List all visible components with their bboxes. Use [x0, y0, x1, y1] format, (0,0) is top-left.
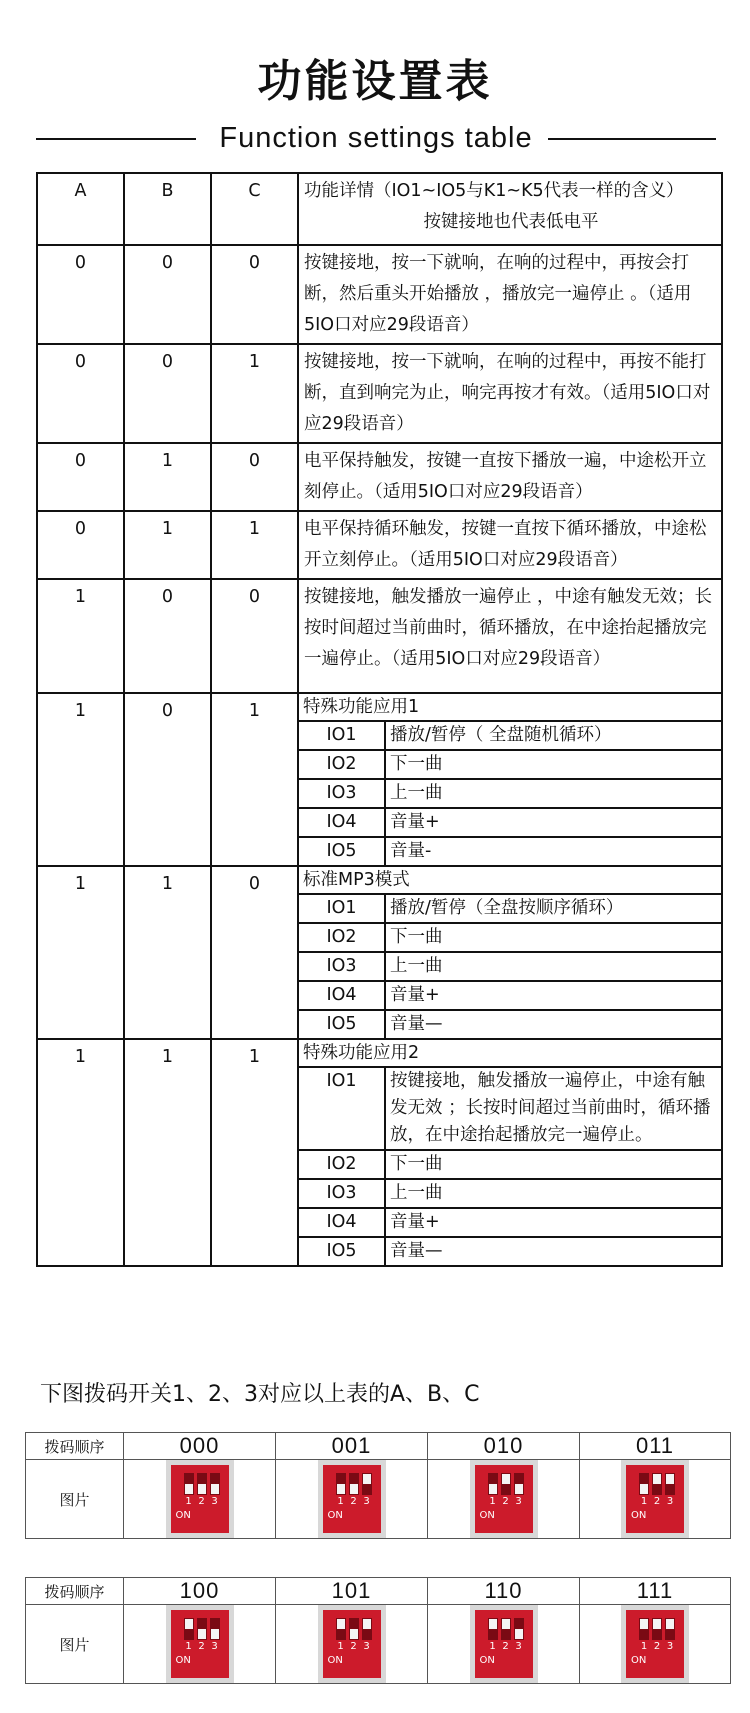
dip-image-row [26, 1460, 731, 1539]
dip-switch-slot [184, 1618, 194, 1640]
dip-switch-knob [363, 1474, 371, 1484]
io-key: IO3 [298, 952, 385, 981]
cell-c: 0 [211, 443, 298, 511]
dip-switch-knob [515, 1629, 523, 1639]
dip-switch-knob [666, 1619, 674, 1629]
dip-switch-knob [653, 1474, 661, 1484]
dip-switch-number: 1 [337, 1496, 344, 1507]
dip-switch-number: 3 [363, 1641, 370, 1652]
dip-switch-body [475, 1610, 533, 1678]
dip-code: 100 [124, 1578, 276, 1605]
dip-code: 011 [580, 1433, 731, 1460]
dip-switch-knob [502, 1619, 510, 1629]
table-row [37, 866, 722, 894]
dip-switch-slot [197, 1473, 207, 1495]
dip-switch-on-label: ON [175, 1655, 191, 1666]
dip-switch-slot [652, 1473, 662, 1495]
cell-c: 0 [211, 245, 298, 344]
dip-table-1 [25, 1432, 731, 1539]
dip-switch-knob [211, 1484, 219, 1494]
dip-switch-slot [488, 1473, 498, 1495]
dip-switch-slot [501, 1618, 511, 1640]
dip-switch-cell [428, 1460, 580, 1539]
divider-right [548, 138, 716, 140]
page-subtitle: Function settings table [219, 122, 533, 154]
dip-code: 110 [428, 1578, 580, 1605]
dip-switch-slot [210, 1618, 220, 1640]
table-header-row [37, 173, 722, 245]
dip-switch-on-label: ON [327, 1510, 343, 1521]
io-key: IO4 [298, 1208, 385, 1237]
cell-b: 0 [124, 579, 211, 693]
dip-order-row [26, 1433, 731, 1460]
table-row [37, 1039, 722, 1067]
dip-switch-on-label: ON [479, 1655, 495, 1666]
table-row [37, 344, 722, 443]
dip-switch-slot [488, 1618, 498, 1640]
dip-switch-number: 1 [489, 1641, 496, 1652]
io-value: 音量— [385, 1237, 722, 1266]
subtitle-row [36, 118, 716, 158]
dip-switch-on-label: ON [327, 1655, 343, 1666]
cell-a: 0 [37, 245, 124, 344]
dip-switch-body [171, 1465, 229, 1533]
io-key: IO2 [298, 1150, 385, 1179]
dip-switch-number: 1 [185, 1641, 192, 1652]
io-key: IO2 [298, 750, 385, 779]
cell-detail: 电平保持触发，按键一直按下播放一遍，中途松开立刻停止。（适用5IO口对应29段语音） [298, 443, 722, 511]
io-value: 按键接地，触发播放一遍停止，中途有触发无效 ；长按时间超过当前曲时，循环播放，在中途抬起播放完一遍停止。 [385, 1067, 722, 1150]
dip-switch-cell [276, 1605, 428, 1684]
header-detail [298, 173, 722, 245]
dip-switch-number: 2 [350, 1496, 357, 1507]
dip-order-row [26, 1578, 731, 1605]
dip-switch-knob [337, 1484, 345, 1494]
dip-switch-slot [514, 1473, 524, 1495]
dip-switch-image [166, 1460, 234, 1538]
dip-switch-cell [276, 1460, 428, 1539]
table-row [37, 693, 722, 721]
dip-switch-image [621, 1460, 689, 1538]
io-value: 下一曲 [385, 750, 722, 779]
io-key: IO5 [298, 1010, 385, 1039]
dip-switch-on-label: ON [479, 1510, 495, 1521]
dip-switch-on-label: ON [631, 1510, 647, 1521]
cell-c: 1 [211, 1039, 298, 1266]
mode-label: 标准MP3模式 [298, 866, 722, 894]
cell-b: 1 [124, 1039, 211, 1266]
dip-switch-number: 2 [198, 1496, 205, 1507]
cell-c: 0 [211, 866, 298, 1039]
header-a: A [37, 173, 124, 245]
io-value: 上一曲 [385, 952, 722, 981]
dip-switch-cell [580, 1460, 731, 1539]
dip-switch-knob [211, 1629, 219, 1639]
cell-a: 0 [37, 443, 124, 511]
header-b: B [124, 173, 211, 245]
page-title: 功能设置表 [257, 56, 493, 107]
cell-a: 1 [37, 693, 124, 866]
io-key: IO1 [298, 721, 385, 750]
dip-switch-number: 2 [198, 1641, 205, 1652]
cell-detail: 按键接地，按一下就响，在响的过程中，再按会打断，然后重头开始播放 ，播放完一遍停止 。（适用5IO口对应29段语音） [298, 245, 722, 344]
dip-switch-number: 3 [515, 1641, 522, 1652]
dip-switch-body [475, 1465, 533, 1533]
cell-a: 0 [37, 344, 124, 443]
dip-switch-slot [184, 1473, 194, 1495]
dip-switch-image [470, 1605, 538, 1683]
dip-code: 101 [276, 1578, 428, 1605]
dip-switch-knob [350, 1629, 358, 1639]
dip-switch-number: 2 [653, 1641, 661, 1652]
io-value: 下一曲 [385, 1150, 722, 1179]
io-value: 音量+ [385, 981, 722, 1010]
cell-a: 1 [37, 1039, 124, 1266]
dip-switch-slot [665, 1473, 675, 1495]
dip-switch-number: 3 [666, 1496, 674, 1507]
io-key: IO1 [298, 1067, 385, 1150]
io-value: 音量+ [385, 1208, 722, 1237]
dip-switch-number: 1 [337, 1641, 344, 1652]
io-value: 播放/暂停（ 全盘随机循环） [385, 721, 722, 750]
header-detail-line1: 功能详情（IO1~IO5与K1~K5代表一样的含义） [304, 181, 684, 201]
dip-switch-image [166, 1605, 234, 1683]
cell-c: 1 [211, 693, 298, 866]
dip-switch-number: 3 [211, 1496, 218, 1507]
header-c: C [211, 173, 298, 245]
io-key: IO2 [298, 923, 385, 952]
dip-switch-slot [665, 1618, 675, 1640]
dip-switch-number: 2 [653, 1496, 661, 1507]
dip-switch-body [626, 1465, 684, 1533]
dip-image-label: 图片 [26, 1605, 124, 1684]
io-value: 播放/暂停（全盘按顺序循环） [385, 894, 722, 923]
cell-b: 1 [124, 443, 211, 511]
dip-switch-knob [185, 1484, 193, 1494]
dip-switch-slot [501, 1473, 511, 1495]
dip-switch-number: 2 [502, 1641, 509, 1652]
io-key: IO1 [298, 894, 385, 923]
io-key: IO3 [298, 1179, 385, 1208]
dip-table-2 [25, 1577, 731, 1684]
dip-switch-cell [580, 1605, 731, 1684]
dip-code: 111 [580, 1578, 731, 1605]
table-row [37, 245, 722, 344]
dip-switch-image [318, 1460, 386, 1538]
cell-b: 0 [124, 245, 211, 344]
dip-switch-knob [502, 1474, 510, 1484]
dip-switch-slot [639, 1618, 649, 1640]
dip-image-row [26, 1605, 731, 1684]
dip-caption: 下图拨码开关1、2、3对应以上表的A、B、C [40, 1382, 480, 1407]
dip-switch-number: 3 [666, 1641, 674, 1652]
dip-switch-number: 1 [185, 1496, 192, 1507]
dip-switch-slot [514, 1618, 524, 1640]
table-row [37, 579, 722, 693]
dip-switch-knob [515, 1484, 523, 1494]
cell-detail: 按键接地，触发播放一遍停止 ，中途有触发无效；长按时间超过当前曲时，循环播放，在中途抬起播放完一遍停止。（适用5IO口对应29段语音） [298, 579, 722, 693]
dip-switch-slot [336, 1618, 346, 1640]
dip-switch-slot [639, 1473, 649, 1495]
dip-switch-knob [653, 1619, 661, 1629]
dip-switch-knob [666, 1474, 674, 1484]
dip-switch-image [318, 1605, 386, 1683]
function-settings-table [36, 172, 723, 1267]
dip-switch-knob [350, 1484, 358, 1494]
io-value: 上一曲 [385, 779, 722, 808]
dip-switch-slot [362, 1618, 372, 1640]
dip-switch-knob [489, 1484, 497, 1494]
dip-switch-number: 2 [502, 1496, 509, 1507]
dip-switch-knob [640, 1484, 648, 1494]
dip-switch-number: 3 [363, 1496, 370, 1507]
io-value: 音量— [385, 1010, 722, 1039]
dip-switch-knob [198, 1629, 206, 1639]
mode-label: 特殊功能应用2 [298, 1039, 722, 1067]
io-key: IO4 [298, 981, 385, 1010]
io-key: IO5 [298, 1237, 385, 1266]
dip-switch-slot [349, 1618, 359, 1640]
dip-switch-knob [198, 1484, 206, 1494]
dip-switch-slot [210, 1473, 220, 1495]
cell-b: 1 [124, 866, 211, 1039]
io-value: 下一曲 [385, 923, 722, 952]
dip-code: 001 [276, 1433, 428, 1460]
dip-order-label: 拨码顺序 [26, 1433, 124, 1460]
dip-switch-cell [124, 1605, 276, 1684]
cell-a: 1 [37, 866, 124, 1039]
io-key: IO3 [298, 779, 385, 808]
cell-a: 1 [37, 579, 124, 693]
dip-code: 000 [124, 1433, 276, 1460]
dip-switch-knob [363, 1619, 371, 1629]
cell-a: 0 [37, 511, 124, 579]
dip-switch-number: 3 [211, 1641, 218, 1652]
dip-code: 010 [428, 1433, 580, 1460]
io-key: IO4 [298, 808, 385, 837]
cell-detail: 电平保持循环触发，按键一直按下循环播放，中途松开立刻停止。（适用5IO口对应29段语音） [298, 511, 722, 579]
dip-switch-cell [124, 1460, 276, 1539]
dip-switch-body [626, 1610, 684, 1678]
dip-switch-slot [652, 1618, 662, 1640]
dip-switch-slot [349, 1473, 359, 1495]
cell-b: 1 [124, 511, 211, 579]
dip-switch-knob [640, 1619, 648, 1629]
io-value: 音量+ [385, 808, 722, 837]
dip-switch-body [323, 1610, 381, 1678]
dip-switch-number: 3 [515, 1496, 522, 1507]
dip-switch-body [323, 1465, 381, 1533]
dip-switch-knob [489, 1619, 497, 1629]
table-row [37, 443, 722, 511]
dip-switch-number: 1 [489, 1496, 496, 1507]
dip-switch-image [621, 1605, 689, 1683]
dip-switch-body [171, 1610, 229, 1678]
cell-c: 1 [211, 344, 298, 443]
dip-switch-slot [336, 1473, 346, 1495]
dip-switch-knob [337, 1619, 345, 1629]
mode-label: 特殊功能应用1 [298, 693, 722, 721]
divider-left [36, 138, 196, 140]
dip-switch-number: 1 [640, 1641, 648, 1652]
cell-b: 0 [124, 344, 211, 443]
dip-switch-cell [428, 1605, 580, 1684]
dip-switch-image [470, 1460, 538, 1538]
dip-order-label: 拨码顺序 [26, 1578, 124, 1605]
header-detail-line2: 按键接地也代表低电平 [423, 212, 599, 232]
cell-c: 0 [211, 579, 298, 693]
dip-switch-knob [185, 1619, 193, 1629]
dip-image-label: 图片 [26, 1460, 124, 1539]
io-value: 音量- [385, 837, 722, 866]
io-value: 上一曲 [385, 1179, 722, 1208]
dip-switch-slot [362, 1473, 372, 1495]
cell-b: 0 [124, 693, 211, 866]
cell-detail: 按键接地，按一下就响，在响的过程中，再按不能打断，直到响完为止，响完再按才有效。（适用5IO口对应29段语音） [298, 344, 722, 443]
cell-c: 1 [211, 511, 298, 579]
table-row [37, 511, 722, 579]
dip-switch-on-label: ON [631, 1655, 647, 1666]
dip-switch-number: 2 [350, 1641, 357, 1652]
dip-switch-number: 1 [640, 1496, 648, 1507]
io-key: IO5 [298, 837, 385, 866]
dip-switch-on-label: ON [175, 1510, 191, 1521]
dip-switch-slot [197, 1618, 207, 1640]
